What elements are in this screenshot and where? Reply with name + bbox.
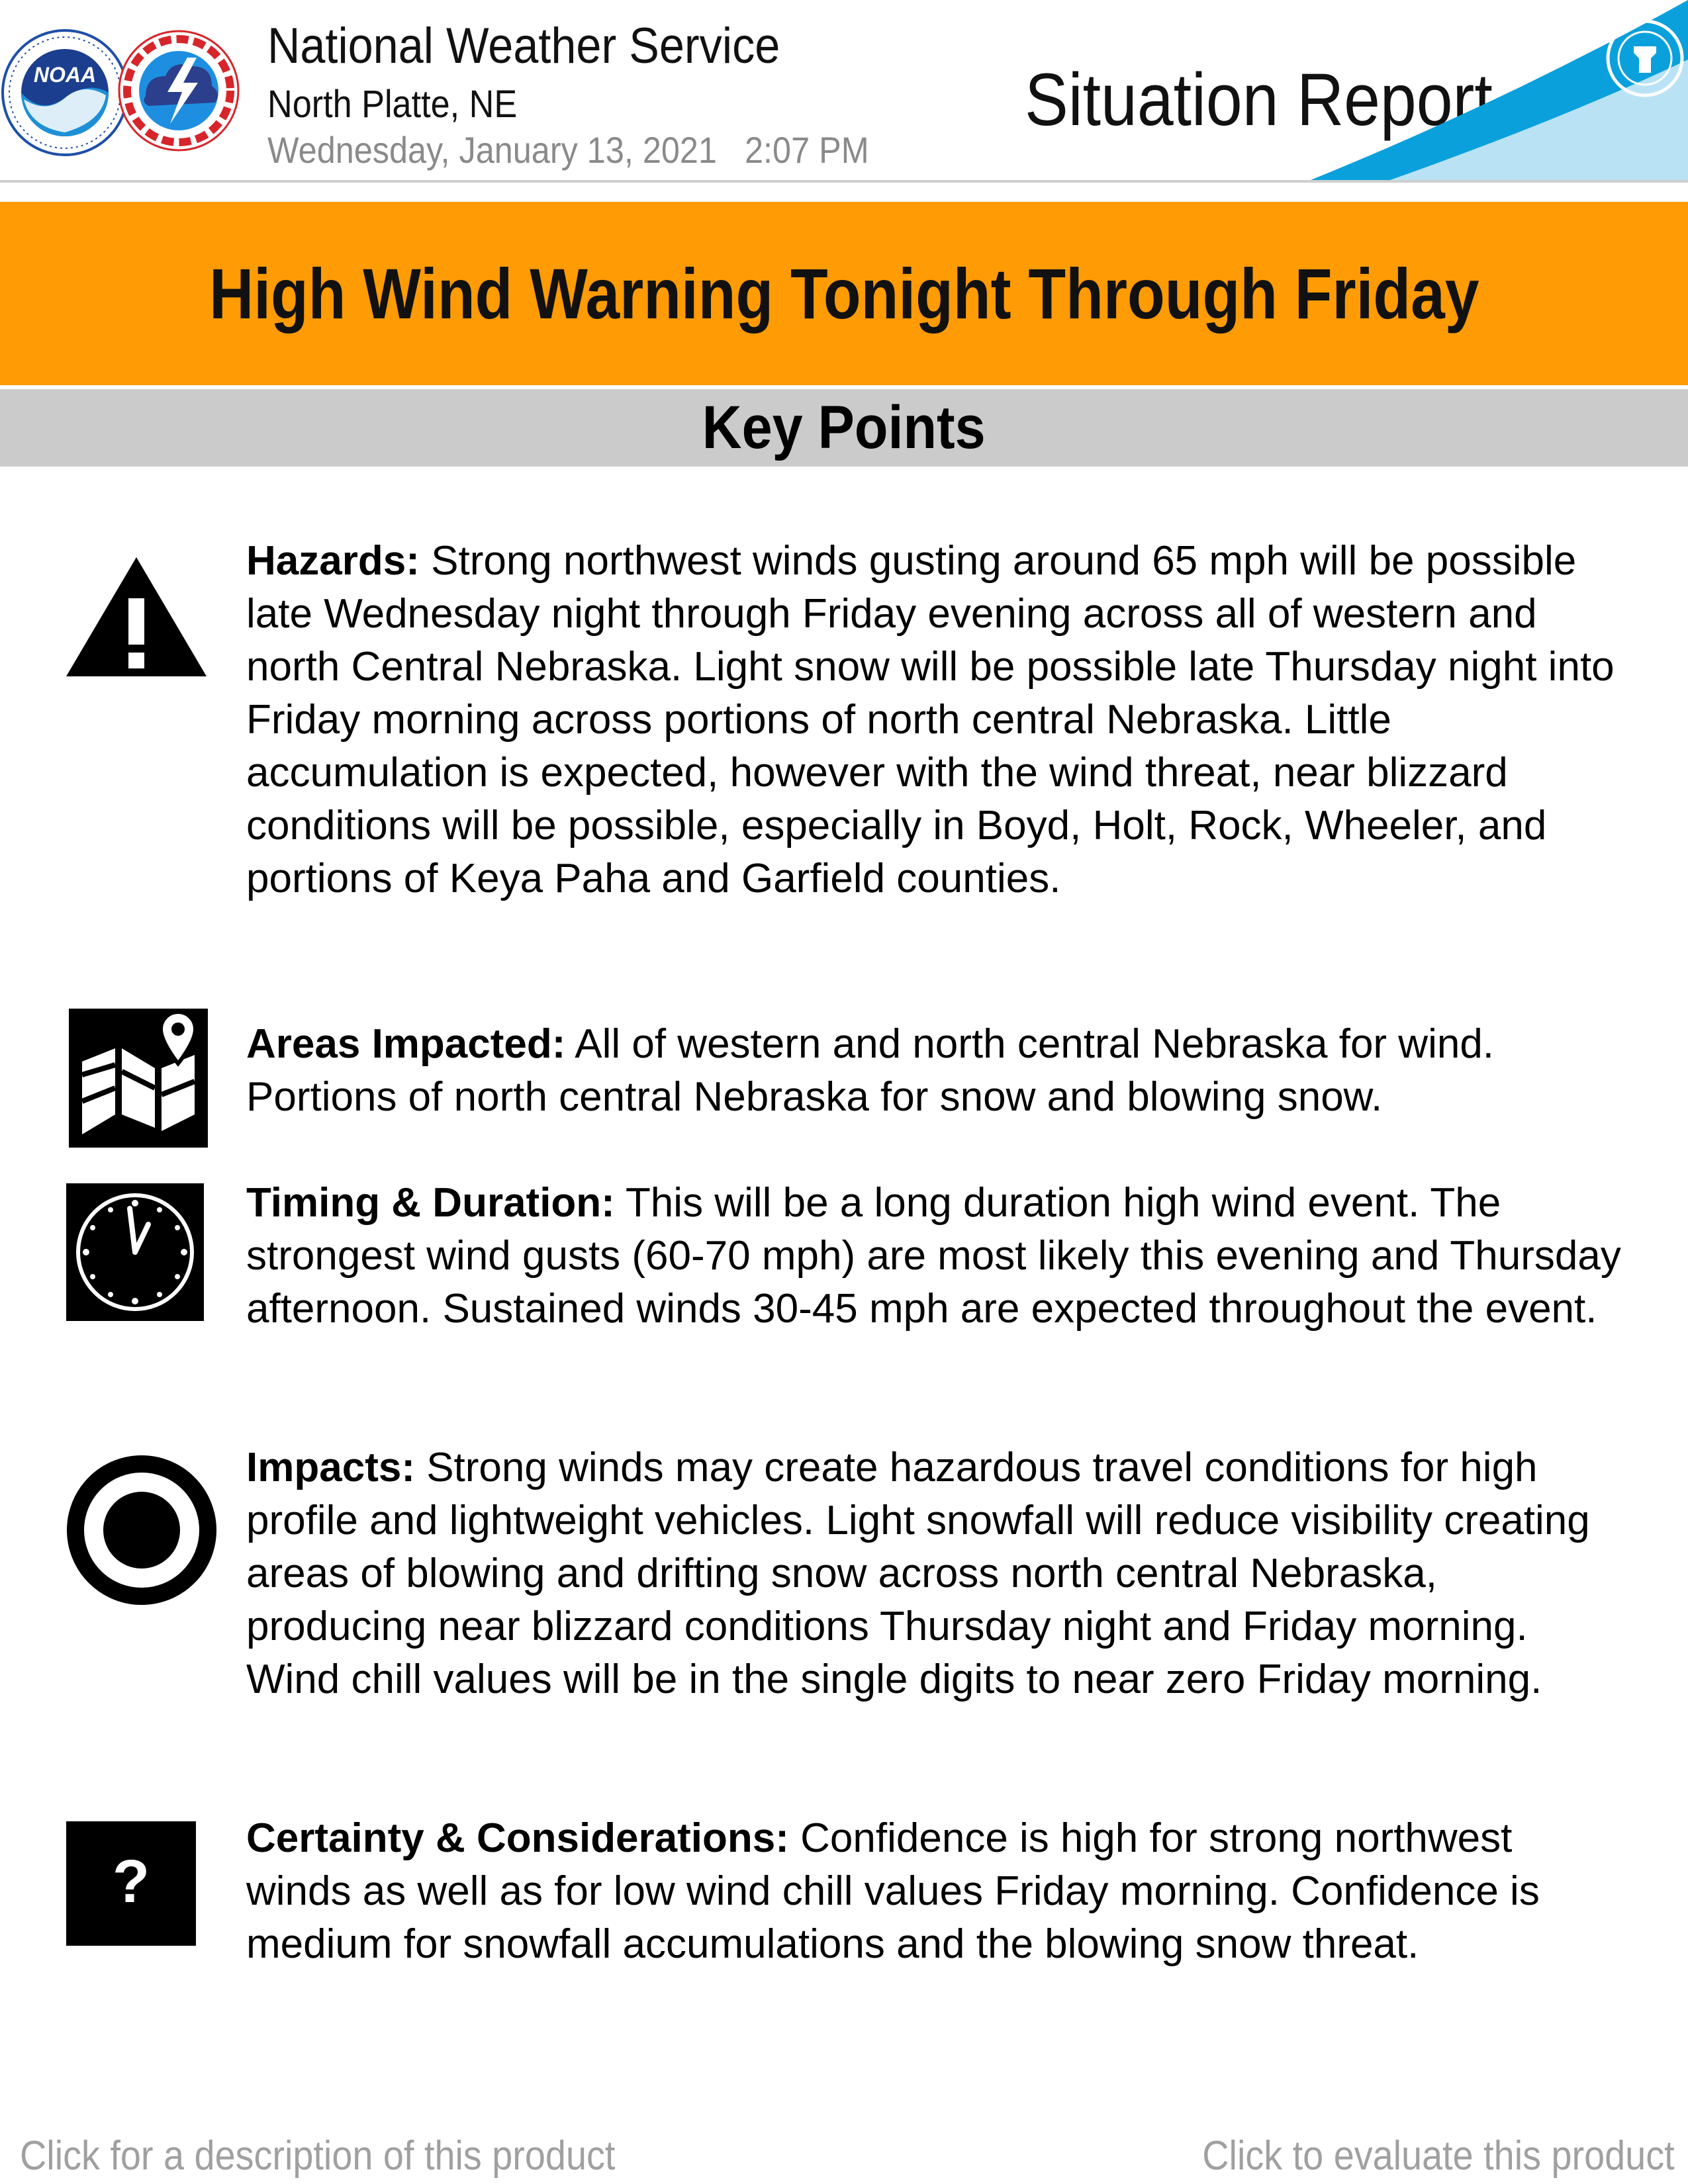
org-name: National Weather Service: [267, 18, 780, 74]
point-text: Strong northwest winds gusting around 65 mph will be possible late Wednesday night through Friday evening across all of western and north Central Nebraska. Light snow will be possible late Thursday night into Friday morning across portions of north central Nebraska. Little accumulation is expected, however with the wind threat, near blizzard conditions will be possible, especially in Boyd, Holt, Rock, Wheeler, and portions of Keya Paha and Garfield counties.: [246, 538, 1615, 901]
svg-text:?: ?: [112, 1848, 150, 1915]
point-label: Hazards:: [246, 538, 420, 584]
point-label: Certainty & Considerations:: [246, 1815, 789, 1861]
point-timing-duration: [246, 1177, 1623, 1336]
point-hazards: [246, 535, 1623, 905]
target-icon: [66, 1455, 217, 1606]
headline-banner: [0, 202, 1688, 385]
point-text: Strong winds may create hazardous travel conditions for high profile and lightweight vehicles. Light snowfall will reduce visibility creating areas of blowing and drifting snow across north central Nebraska, producing near blizzard conditions Thursday night and Friday morning. Wind chill values will be in the single digits to near zero Friday morning.: [246, 1445, 1590, 1702]
point-label: Areas Impacted:: [246, 1021, 566, 1067]
point-areas-impacted: [246, 1018, 1623, 1124]
evaluate-product-link[interactable]: Click to evaluate this product: [1202, 2133, 1675, 2179]
doc-seal-icon: [1608, 21, 1682, 95]
point-label: Timing & Duration:: [246, 1180, 615, 1226]
section-bar: [0, 389, 1688, 467]
report-type-title: Situation Report: [1025, 58, 1493, 141]
point-certainty: [246, 1812, 1623, 1971]
question-icon: [66, 1821, 196, 1946]
nws-logo: [116, 17, 242, 165]
point-impacts: [246, 1441, 1623, 1706]
header: [0, 0, 1688, 185]
point-text: This will be a long duration high wind event. The strongest wind gusts (60-70 mph) are most likely this evening and Thursday afternoon. Sustained winds 30-45 mph are expected throughout the event.: [246, 1180, 1621, 1332]
issue-datetime: Wednesday, January 13, 2021 2:07 PM: [267, 129, 869, 171]
warning-icon: [66, 557, 207, 676]
header-swoosh: [1311, 0, 1688, 185]
point-label: Impacts:: [246, 1445, 415, 1490]
clock-icon: [66, 1183, 204, 1321]
map-pin-icon: [69, 1009, 208, 1148]
headline-title: High Wind Warning Tonight Through Friday: [209, 253, 1479, 334]
point-text: Confidence is high for strong northwest winds as well as for low wind chill values Friday morning. Confidence is medium for snowfall accumulations and the blowing snow threat.: [246, 1815, 1540, 1967]
svg-text:NOAA: NOAA: [33, 63, 97, 87]
product-description-link[interactable]: Click for a description of this product: [20, 2133, 616, 2179]
header-divider: [0, 180, 1688, 183]
point-text: All of western and north central Nebraska for wind. Portions of north central Nebraska for snow and blowing snow.: [246, 1021, 1495, 1120]
noaa-logo: [0, 12, 130, 174]
office-name: North Platte, NE: [267, 83, 518, 126]
section-title: Key Points: [702, 394, 986, 461]
